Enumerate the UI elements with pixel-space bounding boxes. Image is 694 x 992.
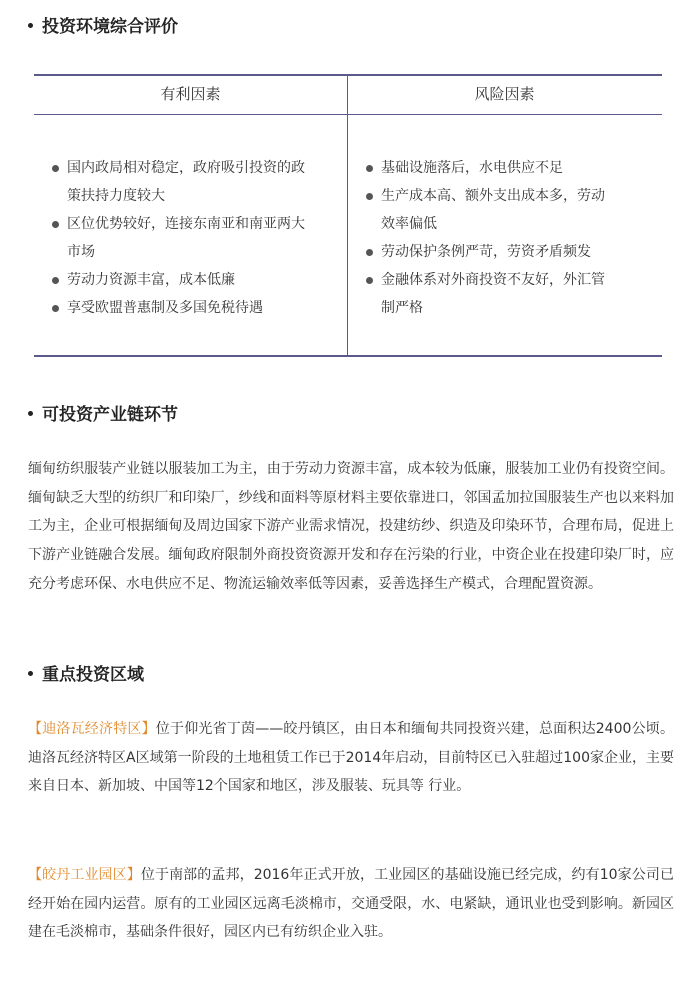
section-title-env-eval [28, 15, 178, 39]
section-title-text: 可投资产业链环节 [42, 405, 178, 425]
section-title-text: 重点投资区域 [42, 665, 144, 685]
bullet-dot-icon [366, 277, 373, 284]
zone-text-kyaikdon: 位于南部的孟邦，2016年正式开放，工业园区的基础设施已经完成，约有10家公司已经开始在园内运营。原有的工业园区远离毛淡棉市，交通受限，水、电紧缺，通讯业也受到影响。新园区建在毛淡棉市，基础条件很好，园区内已有纺织企业入驻。 [28, 867, 675, 941]
list-item: 国内政局相对稳定，政府吸引投资的政 [50, 154, 342, 182]
zone-name-kyaikdon: 【皎丹工业园区】 [28, 867, 141, 883]
list-item: 生产成本高、额外支出成本多，劳动 [364, 182, 656, 210]
list-item: 劳动保护条例严苛，劳资矛盾频发 [364, 238, 656, 266]
favorable-header: 有利因素 [160, 85, 221, 103]
zone-paragraph-kyaikdon [28, 861, 674, 947]
bullet-icon [28, 671, 33, 676]
table-top-rule [34, 74, 662, 76]
list-item: 基础设施落后，水电供应不足 [364, 154, 656, 182]
zone-paragraph-thilawa [28, 715, 674, 801]
risk-list [364, 154, 656, 322]
bullet-dot-icon [366, 193, 373, 200]
list-item-continuation: 效率偏低 [381, 216, 437, 232]
list-item-continuation: 策扶持力度较大 [67, 188, 165, 204]
list-item-continuation: 制严格 [381, 300, 423, 316]
bullet-icon [28, 23, 33, 28]
bullet-icon [28, 411, 33, 416]
table-header-rule [34, 114, 662, 115]
favorable-list [50, 154, 342, 322]
bullet-dot-icon [366, 165, 373, 172]
table-bottom-rule [34, 355, 662, 357]
section-title-zones [28, 663, 144, 687]
list-item: 金融体系对外商投资不友好，外汇管 [364, 266, 656, 294]
bullet-dot-icon [52, 165, 59, 172]
list-item: 劳动力资源丰富，成本低廉 [50, 266, 342, 294]
section-title-chain [28, 403, 178, 427]
chain-paragraph: 缅甸纺织服装产业链以服装加工为主，由于劳动力资源丰富，成本较为低廉，服装加工业仍有投资空间。缅甸缺乏大型的纺织厂和印染厂，纱线和面料等原材料主要依靠进口，邻国孟加拉国服装生产也以来料加工为主，企业可根据缅甸及周边国家下游产业需求情况，投建纺纱、织造及印染环节，合理布局，促进上下游产业链融合发展。缅甸政府限制外商投资资源开发和存在污染的行业，中资企业在投建印染厂时，应充分考虑环保、水电供应不足、物流运输效率低等因素，妥善选择生产模式，合理配置资源。 [28, 461, 674, 592]
section-title-text: 投资环境综合评价 [42, 17, 178, 37]
table-column-divider [347, 74, 348, 357]
zone-text-thilawa: 位于仰光省丁茵——皎丹镇区，由日本和缅甸共同投资兴建，总面积达2400公顷。迪洛瓦经济特区A区域第一阶段的土地租赁工作已于2014年启动，目前特区已入驻超过100家企业，主要来自日本、新加坡、中国等12个国家和地区，涉及服装、玩具等 行业。 [28, 721, 674, 795]
list-item: 享受欧盟普惠制及多国免税待遇 [50, 294, 342, 322]
factors-table [34, 74, 662, 357]
bullet-dot-icon [52, 221, 59, 228]
bullet-dot-icon [52, 305, 59, 312]
list-item: 区位优势较好，连接东南亚和南亚两大 [50, 210, 342, 238]
bullet-dot-icon [52, 277, 59, 284]
list-item-continuation: 市场 [67, 244, 95, 260]
risk-header: 风险因素 [474, 85, 535, 103]
zone-name-thilawa: 【迪洛瓦经济特区】 [28, 721, 156, 737]
bullet-dot-icon [366, 249, 373, 256]
